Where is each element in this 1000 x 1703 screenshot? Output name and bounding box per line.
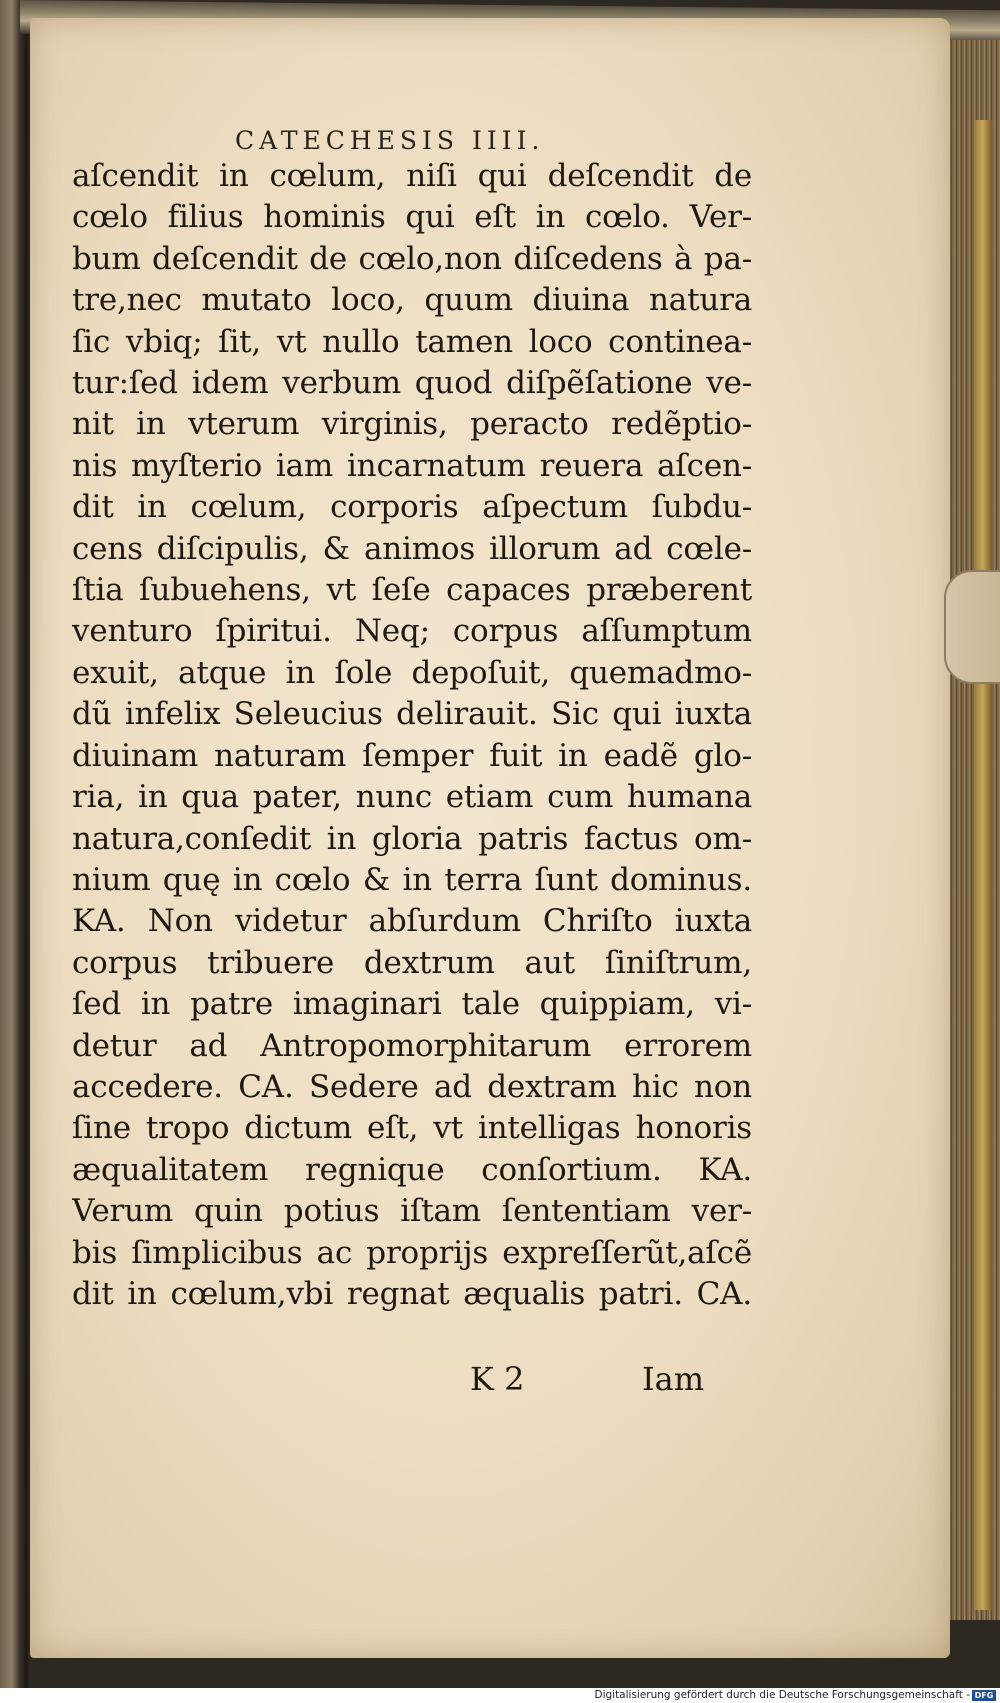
text-line: natura,conſedit in gloria patris factus om-	[72, 820, 752, 857]
text-line: dũ infelix Seleucius delirauit. Sic qui iuxta	[72, 696, 752, 733]
text-line: cens diſcipulis, & animos illorum ad cœle-	[72, 530, 752, 567]
text-line: ſtia ſubuehens, vt ſeſe capaces præberent	[72, 572, 752, 609]
text-line: tur:ſed idem verbum quod diſpẽſatione ve-	[72, 365, 752, 402]
text-line: dit in cœlum,vbi regnat æqualis patri. CA.	[72, 1275, 752, 1312]
text-line: æqualitatem regnique conſortium. KA.	[72, 1151, 752, 1188]
text-line: bum deſcendit de cœlo,non diſcedens à pa-	[72, 240, 752, 277]
text-line: ſed in patre imaginari tale quippiam, vi-	[72, 986, 752, 1023]
text-line: bis ſimplicibus ac proprijs expreſſerũt,aſcẽ	[72, 1234, 752, 1271]
signature-mark: K 2	[470, 1360, 525, 1398]
text-line: ria, in qua pater, nunc etiam cum humana	[72, 779, 752, 816]
text-line: nium quę in cœlo & in terra ſunt dominus.	[72, 861, 752, 898]
funding-credit: Digitalisierung gefördert durch die Deutsche Forschungsgemeinschaft -	[594, 1689, 970, 1701]
text-line: exuit, atque in ſole depoſuit, quemadmo-	[72, 654, 752, 691]
dfg-logo-icon: DFG	[972, 1690, 996, 1701]
text-line: nis myſterio iam incarnatum reuera aſcen-	[72, 447, 752, 484]
page-tab-marker	[944, 570, 1000, 684]
text-line: dit in cœlum, corporis aſpectum ſubdu-	[72, 489, 752, 526]
page-body-text	[72, 156, 752, 1315]
catchword: Iam	[642, 1360, 705, 1398]
text-line: diuinam naturam ſemper fuit in eadẽ glo-	[72, 737, 752, 774]
running-title: CATECHESIS IIII.	[235, 126, 545, 155]
text-line: detur ad Antropomorphitarum errorem	[72, 1027, 752, 1064]
book-page	[30, 18, 950, 1658]
text-line: Verum quin potius iſtam ſententiam ver-	[72, 1193, 752, 1230]
digitization-footer	[0, 1688, 1000, 1703]
text-line: corpus tribuere dextrum aut ſiniſtrum,	[72, 944, 752, 981]
text-line: aſcendit in cœlum, niſi qui deſcendit de	[72, 158, 752, 194]
text-line: KA. Non videtur abſurdum Chriſto iuxta	[72, 903, 752, 940]
text-line: cœlo filius hominis qui eſt in cœlo. Ver-	[72, 199, 752, 236]
text-line: tre,nec mutato loco, quum diuina natura	[72, 282, 752, 319]
text-line: nit in vterum virginis, peracto redẽptio-	[72, 406, 752, 443]
text-line: accedere. CA. Sedere ad dextram hic non	[72, 1068, 752, 1105]
text-line: venturo ſpiritui. Neq; corpus aſſumptum	[72, 613, 752, 650]
text-line: ſic vbiq; ſit, vt nullo tamen loco continea-	[72, 323, 752, 360]
gilt-edge	[974, 120, 992, 1610]
text-line: ſine tropo dictum eſt, vt intelligas honoris	[72, 1110, 752, 1147]
